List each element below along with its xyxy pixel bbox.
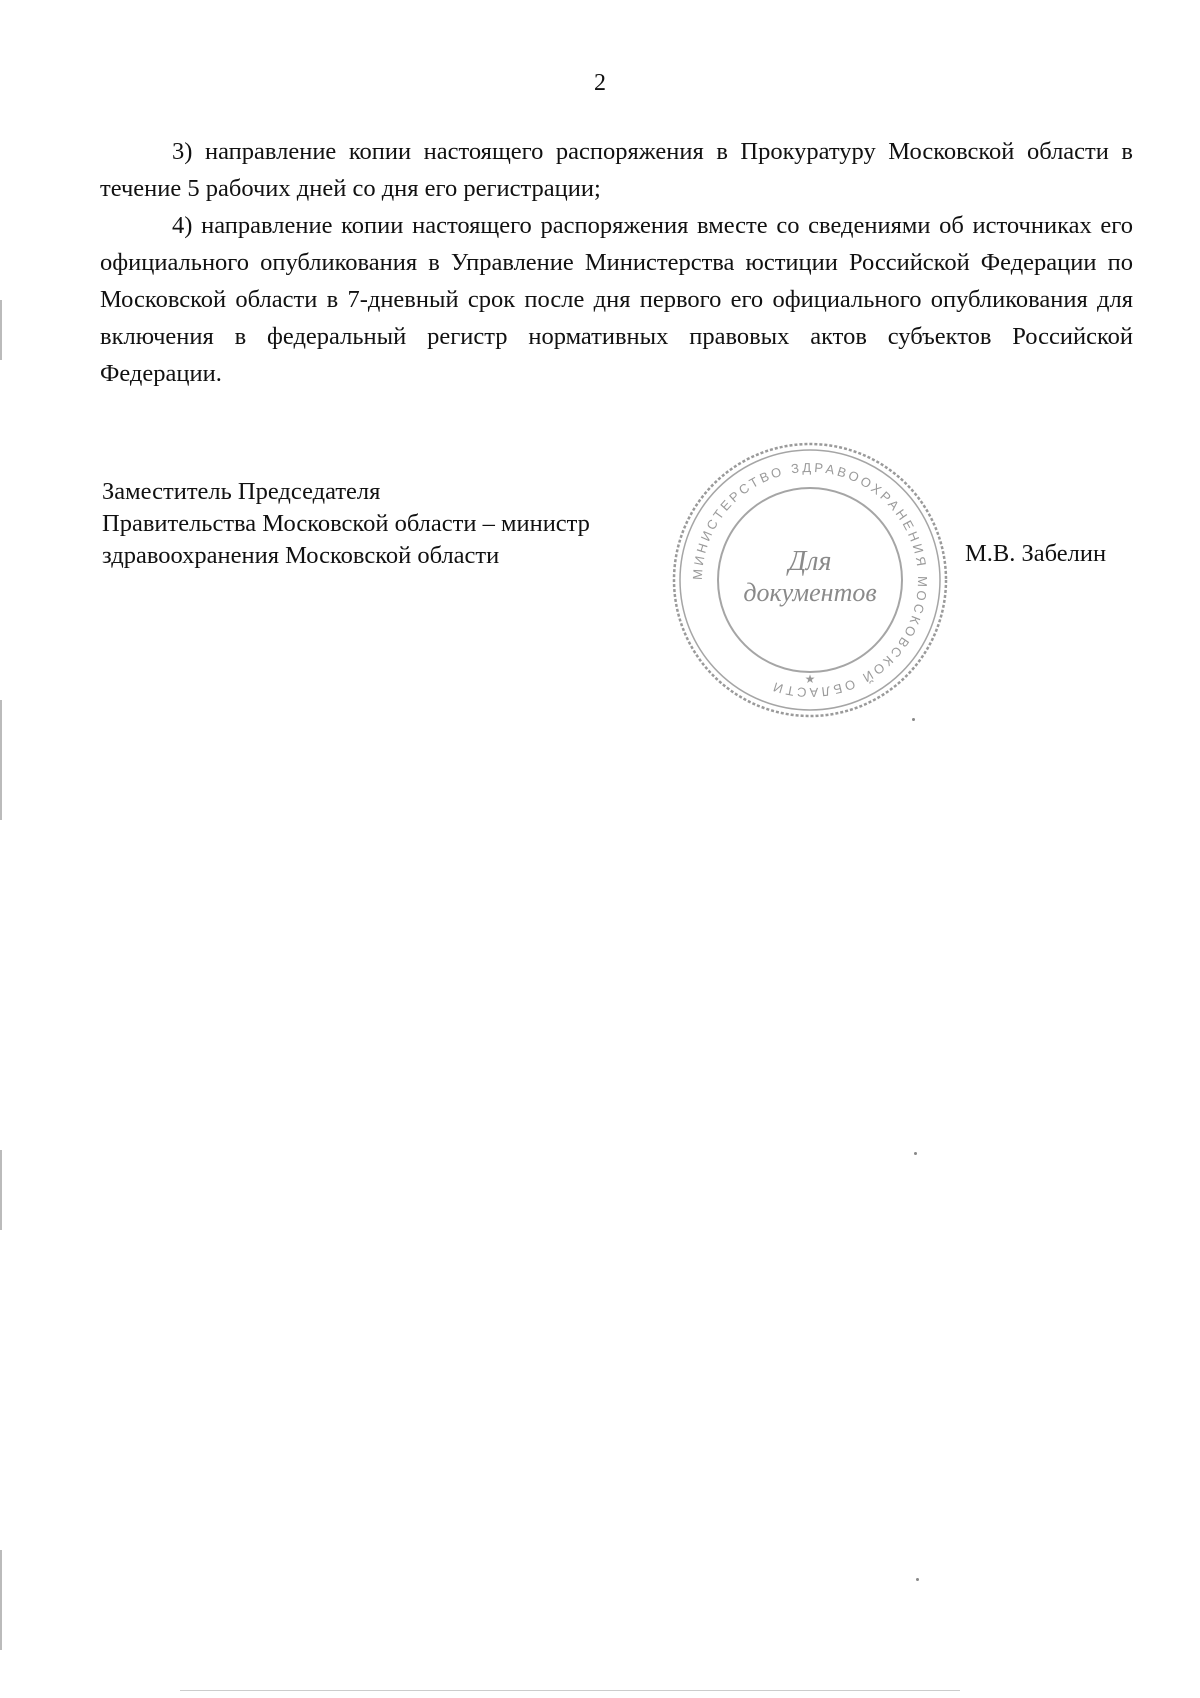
scan-speck bbox=[914, 1152, 917, 1155]
seal-graphic bbox=[668, 438, 952, 722]
official-seal-stamp bbox=[668, 438, 952, 722]
signatory-title-line: Заместитель Председателя bbox=[102, 478, 381, 505]
signatory-title-line: здравоохранения Московской области bbox=[102, 542, 500, 569]
scan-margin-mark bbox=[0, 1550, 2, 1650]
paragraph-item-4: 4) направление копии настоящего распоряжения вместе со сведениями об источниках его официального опубликования в Управление Министерства юстиции Российской Федерации по Московской области в 7-дневный срок после дня первого его официального опубликования для включения в федеральный регистр нормативных правовых актов субъектов Российской Федерации. bbox=[100, 212, 1133, 387]
signatory-title bbox=[102, 476, 590, 572]
scan-bottom-edge bbox=[180, 1690, 960, 1691]
seal-center-line-1: Для bbox=[788, 546, 832, 577]
paragraph-item-3: 3) направление копии настоящего распоряжения в Прокуратуру Московской области в течение 5 рабочих дней со дня его регистрации; bbox=[100, 138, 1133, 202]
signatory-name: М.В. Забелин bbox=[965, 540, 1107, 567]
scan-speck bbox=[912, 718, 915, 721]
document-body bbox=[100, 133, 1133, 392]
page-number: 2 bbox=[594, 70, 606, 96]
star-icon: ★ bbox=[804, 672, 816, 686]
signatory-title-line: Правительства Московской области – министр bbox=[102, 510, 590, 537]
seal-center-line-2: документов bbox=[743, 578, 877, 607]
scan-margin-mark bbox=[0, 700, 2, 820]
scan-speck bbox=[916, 1578, 919, 1581]
seal-ring-text: МИНИСТЕРСТВО ЗДРАВООХРАНЕНИЯ МОСКОВСКОЙ ОБЛАСТИ bbox=[689, 459, 931, 701]
scan-margin-mark bbox=[0, 1150, 2, 1230]
scan-margin-mark bbox=[0, 300, 2, 360]
